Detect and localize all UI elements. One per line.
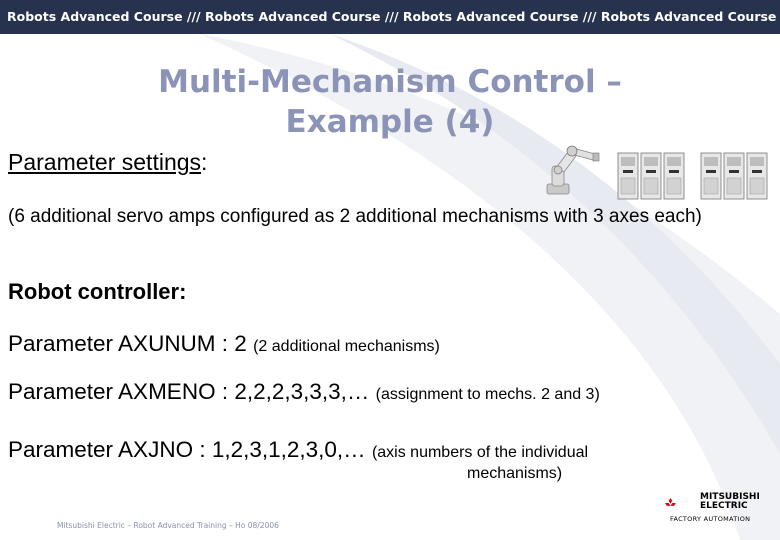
configuration-note: (6 additional servo amps configured as 2 additional mechanisms with 3 axes each) <box>8 206 702 227</box>
axjno-note-line-1: (axis numbers of the individual <box>371 444 589 461</box>
title-line-1: Multi-Mechanism Control – <box>158 64 622 100</box>
logo-subtitle: FACTORY AUTOMATION <box>670 515 751 523</box>
param-axunum <box>8 331 440 357</box>
axjno-note-line-2: mechanisms) <box>467 465 563 482</box>
title-line-2: Example (4) <box>285 104 495 140</box>
logo-line-1: MITSUBISHI <box>700 492 760 502</box>
parameter-settings-colon: : <box>201 149 208 175</box>
param-axjno <box>8 437 588 463</box>
axunum-note: (2 additional mechanisms) <box>253 338 440 355</box>
parameter-settings-label: Parameter settings <box>8 149 202 175</box>
logo-line-2: ELECTRIC <box>700 501 748 511</box>
axunum-value: Parameter AXUNUM : 2 <box>8 331 247 356</box>
servo-amp-group-1-image <box>617 152 685 200</box>
param-axmeno <box>8 379 600 405</box>
servo-amp-group-2-image <box>700 152 768 200</box>
logo-wordmark <box>700 493 760 511</box>
axmeno-note: (assignment to mechs. 2 and 3) <box>375 386 600 403</box>
footer-text: Mitsubishi Electric – Robot Advanced Training – Ho 08/2006 <box>57 521 279 530</box>
axmeno-value: Parameter AXMENO : 2,2,2,3,3,3,… <box>8 379 370 404</box>
course-banner: Robots Advanced Course /// Robots Advanced Course /// Robots Advanced Course /// Robots Advanced Course <box>0 0 780 34</box>
robot-arm-image <box>535 140 607 200</box>
mitsubishi-logo-icon <box>664 491 700 515</box>
slide-title <box>80 62 700 142</box>
parameter-settings-heading <box>8 149 207 176</box>
axjno-value: Parameter AXJNO : 1,2,3,1,2,3,0,… <box>8 437 366 462</box>
robot-controller-heading: Robot controller: <box>8 279 187 304</box>
